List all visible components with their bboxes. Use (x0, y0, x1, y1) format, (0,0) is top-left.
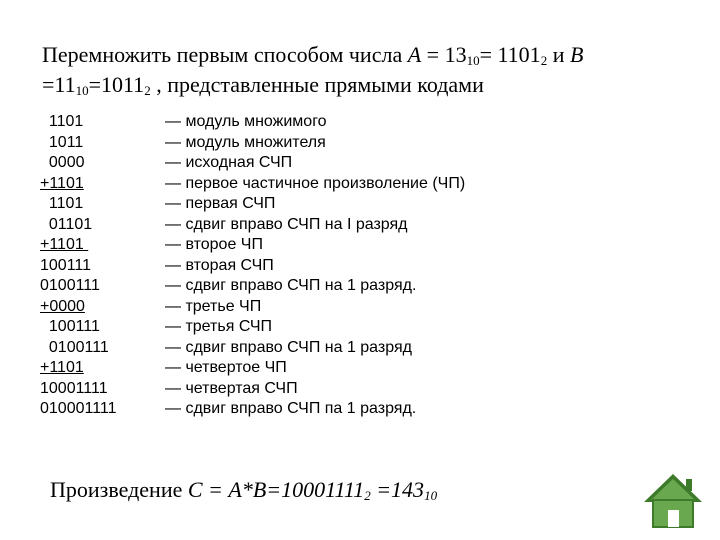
step-number: 1011 (40, 133, 84, 151)
result-label: Произведение (50, 477, 188, 502)
step-number: 100111 (40, 256, 92, 274)
step-number: 0100111 (40, 338, 109, 356)
step-description: — четвертое ЧП (165, 359, 287, 376)
task-statement (42, 40, 692, 100)
step-description: — третья СЧП (165, 318, 272, 335)
step-number: 10001111 (40, 379, 108, 397)
step-description: — второе ЧП (165, 236, 263, 253)
subscript: 10 (75, 83, 89, 98)
result-formula: =143 (370, 477, 425, 502)
heading-text: =1011 (88, 72, 145, 97)
step-description: — сдвиг вправо СЧП на 1 разряд. (165, 277, 417, 294)
var-a: A (407, 42, 422, 67)
result-formula: С = А*В=10001111 (187, 477, 365, 502)
step-number: +1101 (40, 174, 84, 192)
heading-text: и (547, 42, 570, 67)
subscript: 2 (364, 488, 371, 503)
step-number: 0100111 (40, 277, 100, 294)
step-description: — сдвиг вправо СЧП на I разряд (165, 215, 408, 233)
step-number: 0000 (40, 154, 85, 171)
step-description: — первая СЧП (165, 195, 276, 212)
step-number: 1101 (40, 113, 84, 130)
heading-text: = 1101 (479, 42, 541, 67)
heading-text: , представленные прямыми кодами (150, 72, 484, 97)
step-description: — сдвиг вправо СЧП на 1 разряд (165, 338, 412, 356)
heading-text: =11 (42, 72, 76, 97)
step-description: — исходная СЧП (165, 154, 293, 171)
step-description: — модуль множителя (165, 133, 326, 151)
subscript: 2 (144, 83, 151, 98)
step-number: +1101 (40, 236, 89, 253)
step-number: +1101 (40, 359, 84, 376)
step-number: 010001111 (40, 400, 117, 417)
step-description: — третье ЧП (165, 297, 262, 315)
step-number: 01101 (40, 215, 93, 233)
step-number: 100111 (40, 318, 100, 335)
step-number: +0000 (40, 297, 85, 315)
subscript: 10 (424, 488, 438, 503)
home-icon (642, 471, 704, 529)
step-description: — четвертая СЧП (165, 379, 298, 397)
home-button[interactable] (642, 471, 704, 529)
step-number: 1101 (40, 195, 84, 212)
var-b: B (569, 42, 584, 67)
step-description: — модуль множимого (165, 113, 327, 130)
step-description: — сдвиг вправо СЧП па 1 разряд. (165, 400, 417, 417)
step-description: — первое частичное произволение (ЧП) (165, 174, 466, 192)
product-result (50, 476, 437, 504)
subscript: 2 (540, 53, 548, 68)
heading-text: = 13 (421, 42, 467, 67)
step-description: — вторая СЧП (165, 256, 274, 274)
heading-text: Перемножить первым способом числа (42, 42, 408, 67)
subscript: 10 (466, 53, 480, 68)
